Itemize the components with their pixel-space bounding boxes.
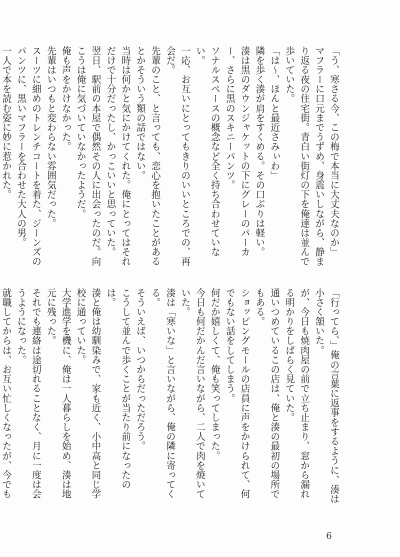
lower-text-block bbox=[0, 288, 340, 504]
lower-body-text: 「行ってら、」俺の言葉に返事をするように、湊は小さく頷いた。 が、今日も焼肉屋の前で立ち止まり、窓から漏れる明かりをしばらく見ていた。 通いつめているこの店は、俺と湊の最初の場所でもある。 ショッピングモールの店員に声をかけられて、何でもない話をしてしまう。 何だか嬉しくて、俺も笑ってしまった。 今日も何だかんだ言いながら、二人で肉を焼いていた。 湊は「寒いな」と言いながら、俺の隣に寄ってくる。 そういえば、いつからだっただろう。 こうして並んで歩くことが当たり前になったのは。 湊と俺は幼馴染みで、家も近く、小中高と同じ学校に通っていた。 大学進学を機に、俺は一人暮らしを始め、湊は地元に残った。 それでも連絡は途切れることなく、月に一度は会うようになった。 就職してからは、お互い忙しくなったが、今でも bbox=[0, 288, 339, 504]
upper-text-block bbox=[0, 46, 340, 274]
page-number: 6 bbox=[326, 532, 332, 542]
upper-body-text: 「う、寒さる今、この梅で本当に大丈夫なのか」 マフラーに口元までうずめ、身震いしながら、静まり返る夜の住宅街。青白い街灯の下を俺達は並んで歩いていた。 「は〜、ほんと最近さみぃわ」 隣を歩く湊が肩をすくめる。その口ぶりは軽い。 湊は黒のダウンジャケットの下にグレーのパーカー、さらに黒のスキニーパンツ。 ソナルスペースの概念など全く持ち合わせていない。 一応、お互いにとってもきりのいいところでの、再会だ。 先輩のこと、と言っても、恋心を抱いたことがあるとかそういう類の話ではない。 当時は何かと気にかけてくれた。俺にとってはそれだけで十分だったし、かっこいいと思っていた。 翌日、駅前の本屋で偶然その人に出会ったのだ。向こうは俺に気づいていなかったようだ。 俺も声をかけなかった。 先輩はいつもと変わらない雰囲気だった。 スーツに細めのトレンチコートを着た、ジーンズのパンツに、黒いマフラーを合わせた大人の男。 一人で本を読む姿に妙に惹かれた。 bbox=[0, 46, 339, 267]
